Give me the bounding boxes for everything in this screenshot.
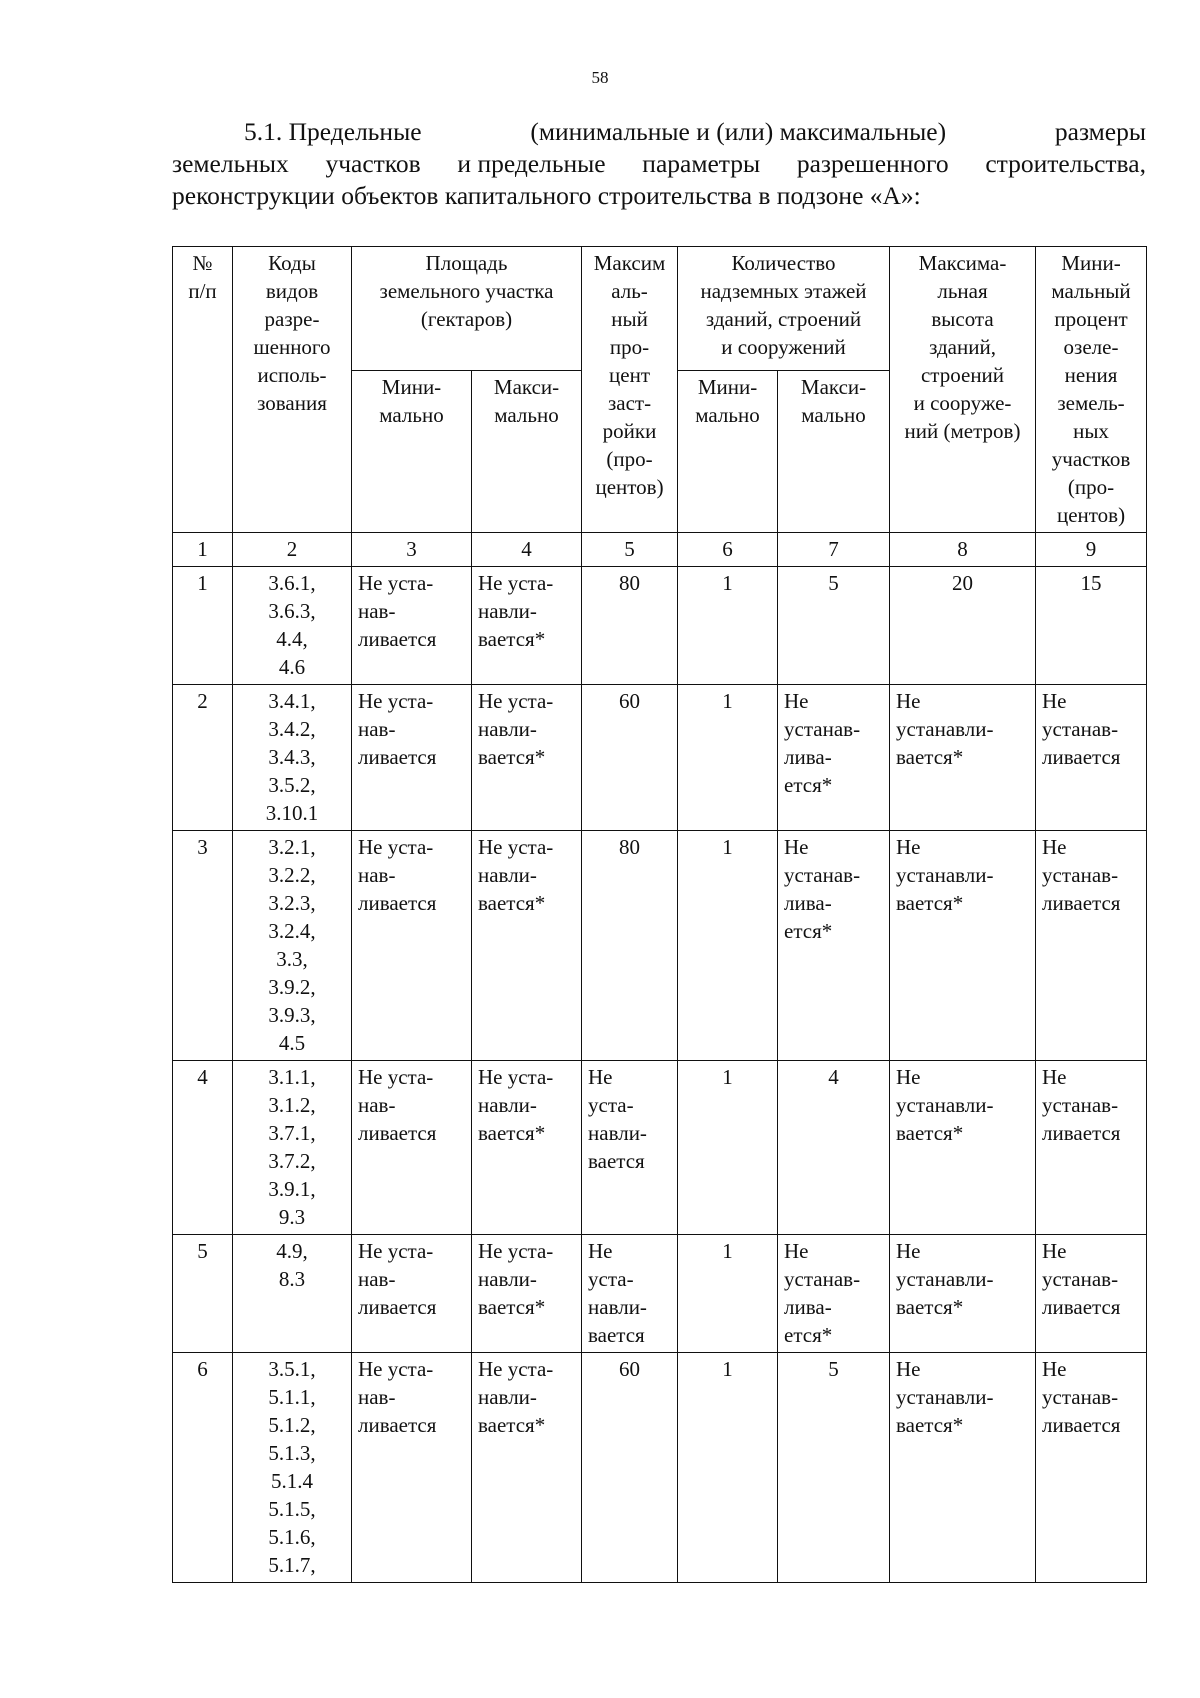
area-min: Не уста- нав- ливается [352, 1353, 472, 1583]
area-max: Не уста- навли- вается* [472, 567, 582, 685]
column-number: 3 [352, 533, 472, 567]
floors-max: Не устанав- лива- ется* [778, 685, 890, 831]
header-build-percent: Максим аль- ный про- цент заст- ройки (про- центов) [582, 247, 678, 533]
area-max: Не уста- навли- вается* [472, 831, 582, 1061]
header-floors-min: Мини- мально [678, 371, 778, 533]
row-number: 6 [173, 1353, 233, 1583]
use-codes: 3.1.1, 3.1.2, 3.7.1, 3.7.2, 3.9.1, 9.3 [233, 1061, 352, 1235]
header-min-green: Мини- мальный процент озеле- нения земель- ных участков (про- центов) [1036, 247, 1147, 533]
area-max: Не уста- навли- вается* [472, 685, 582, 831]
table-row [173, 567, 1147, 685]
min-green: Не устанав- ливается [1036, 1235, 1147, 1353]
heading-word: размеры [1054, 117, 1146, 146]
floors-min: 1 [678, 1061, 778, 1235]
min-green: Не устанав- ливается [1036, 1061, 1147, 1235]
use-codes: 3.2.1, 3.2.2, 3.2.3, 3.2.4, 3.3, 3.9.2, 3.9.3, 4.5 [233, 831, 352, 1061]
heading-word: и предельные [457, 149, 606, 178]
min-green: Не устанав- ливается [1036, 685, 1147, 831]
header-floors-max: Макси- мально [778, 371, 890, 533]
table-row [173, 831, 1147, 1061]
max-height: Не устанавли- вается* [890, 1061, 1036, 1235]
section-heading [172, 116, 1146, 212]
column-number: 7 [778, 533, 890, 567]
use-codes: 3.5.1, 5.1.1, 5.1.2, 5.1.3, 5.1.4 5.1.5, 5.1.6, 5.1.7, [233, 1353, 352, 1583]
floors-min: 1 [678, 567, 778, 685]
build-percent: 60 [582, 1353, 678, 1583]
min-green: Не устанав- ливается [1036, 831, 1147, 1061]
area-min: Не уста- нав- ливается [352, 685, 472, 831]
heading-word: 5.1. Предельные [244, 117, 422, 146]
column-number: 8 [890, 533, 1036, 567]
header-max-height: Максима- льная высота зданий, строений и сооруже- ний (метров) [890, 247, 1036, 533]
floors-max: 5 [778, 567, 890, 685]
heading-line-1 [172, 116, 1146, 148]
use-codes: 3.6.1, 3.6.3, 4.4, 4.6 [233, 567, 352, 685]
table-row [173, 685, 1147, 831]
area-min: Не уста- нав- ливается [352, 567, 472, 685]
header-row-1 [173, 247, 1147, 371]
area-min: Не уста- нав- ливается [352, 1061, 472, 1235]
column-number: 1 [173, 533, 233, 567]
build-percent: Не уста- навли- вается [582, 1235, 678, 1353]
area-min: Не уста- нав- ливается [352, 831, 472, 1061]
row-number: 4 [173, 1061, 233, 1235]
floors-max: 5 [778, 1353, 890, 1583]
max-height: Не устанавли- вается* [890, 685, 1036, 831]
header-floors-group: Количество надземных этажей зданий, строений и сооружений [678, 247, 890, 371]
floors-min: 1 [678, 1235, 778, 1353]
max-height: Не устанавли- вается* [890, 1353, 1036, 1583]
max-height: Не устанавли- вается* [890, 1235, 1036, 1353]
heading-word: земельных [172, 149, 289, 178]
use-codes: 4.9, 8.3 [233, 1235, 352, 1353]
max-height: Не устанавли- вается* [890, 831, 1036, 1061]
header-codes: Коды видов разре- шенного исполь- зования [233, 247, 352, 533]
header-area-group: Площадь земельного участка (гектаров) [352, 247, 582, 371]
row-number: 1 [173, 567, 233, 685]
column-number: 9 [1036, 533, 1147, 567]
floors-min: 1 [678, 1353, 778, 1583]
heading-word: параметры [642, 149, 761, 178]
column-number-row [173, 533, 1147, 567]
floors-min: 1 [678, 831, 778, 1061]
area-max: Не уста- навли- вается* [472, 1353, 582, 1583]
row-number: 3 [173, 831, 233, 1061]
header-area-max: Макси- мально [472, 371, 582, 533]
column-number: 2 [233, 533, 352, 567]
column-number: 4 [472, 533, 582, 567]
heading-line-2 [172, 148, 1146, 180]
build-percent: 80 [582, 831, 678, 1061]
build-percent: Не уста- навли- вается [582, 1061, 678, 1235]
floors-max: 4 [778, 1061, 890, 1235]
floors-max: Не устанав- лива- ется* [778, 1235, 890, 1353]
header-area-min: Мини- мально [352, 371, 472, 533]
table-row [173, 1353, 1147, 1583]
min-green: Не устанав- ливается [1036, 1353, 1147, 1583]
max-height: 20 [890, 567, 1036, 685]
table-row [173, 1235, 1147, 1353]
parameters-table [172, 246, 1147, 1583]
heading-line-3: реконструкции объектов капитального строительства в подзоне «А»: [172, 181, 921, 210]
row-number: 2 [173, 685, 233, 831]
min-green: 15 [1036, 567, 1147, 685]
use-codes: 3.4.1, 3.4.2, 3.4.3, 3.5.2, 3.10.1 [233, 685, 352, 831]
build-percent: 80 [582, 567, 678, 685]
column-number: 6 [678, 533, 778, 567]
heading-word: строительства, [985, 149, 1146, 178]
heading-word: (минимальные и (или) максимальные) [530, 117, 947, 146]
column-number: 5 [582, 533, 678, 567]
heading-word: участков [325, 149, 421, 178]
row-number: 5 [173, 1235, 233, 1353]
area-max: Не уста- навли- вается* [472, 1235, 582, 1353]
table-row [173, 1061, 1147, 1235]
area-max: Не уста- навли- вается* [472, 1061, 582, 1235]
area-min: Не уста- нав- ливается [352, 1235, 472, 1353]
floors-max: Не устанав- лива- ется* [778, 831, 890, 1061]
page-number: 58 [591, 68, 609, 87]
header-number: № п/п [173, 247, 233, 533]
floors-min: 1 [678, 685, 778, 831]
heading-word: разрешенного [796, 149, 949, 178]
build-percent: 60 [582, 685, 678, 831]
